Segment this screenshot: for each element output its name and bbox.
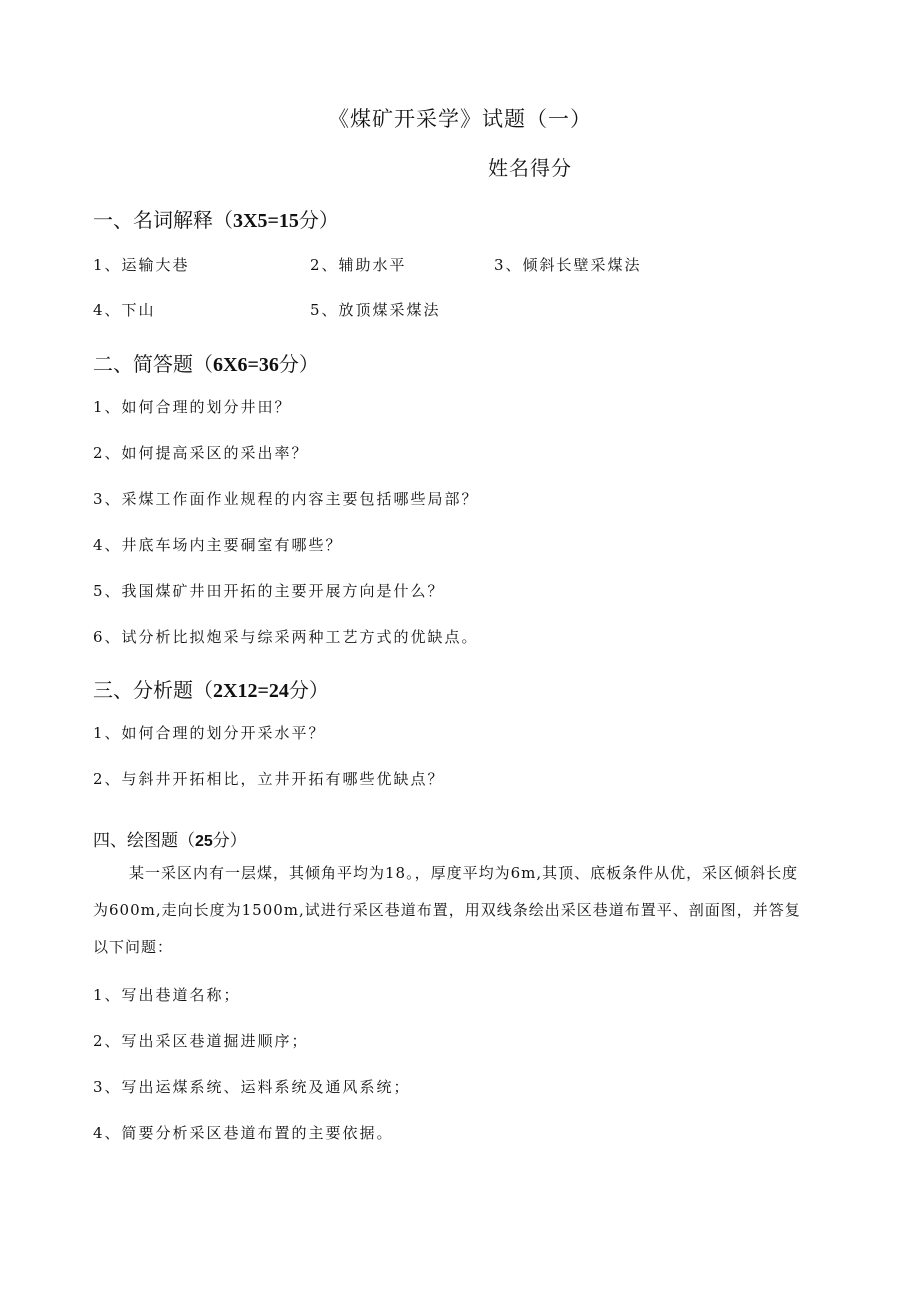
section2-heading: 二、简答题（6X6=36分） bbox=[93, 352, 319, 376]
drawing-item: 2、写出采区巷道掘进顺序； bbox=[93, 1032, 309, 1050]
term-item-2: 2、辅助水平 bbox=[310, 256, 407, 274]
drawing-item: 3、写出运煤系统、运料系统及通风系统； bbox=[93, 1078, 411, 1096]
drawing-question-text: 某一采区内有一层煤，其倾角平均为18。，厚度平均为6m,其顶、底板条件从优，采区倾斜长度为600m,走向长度为1500m,试进行采区巷道布置，用双线条绘出采区巷道布置平、剖面图，并答复以下问题： bbox=[93, 864, 801, 956]
analysis-item: 2、与斜井开拓相比，立井开拓有哪些优缺点？ bbox=[93, 770, 445, 788]
question-item: 6、试分析比拟炮采与综采两种工艺方式的优缺点。 bbox=[93, 628, 479, 646]
term-item-3: 3、倾斜长壁采煤法 bbox=[494, 256, 642, 274]
drawing-item: 1、写出巷道名称； bbox=[93, 986, 241, 1004]
analysis-item: 1、如何合理的划分开采水平？ bbox=[93, 724, 326, 742]
term-item-1: 1、运输大巷 bbox=[93, 256, 190, 274]
question-item: 2、如何提高采区的采出率？ bbox=[93, 444, 309, 462]
question-item: 5、我国煤矿井田开拓的主要开展方向是什么？ bbox=[93, 582, 445, 600]
section4-heading: 四、绘图题（25分） bbox=[93, 831, 247, 851]
drawing-item: 4、简要分析采区巷道布置的主要依据。 bbox=[93, 1124, 394, 1142]
question-item: 4、井底车场内主要硐室有哪些？ bbox=[93, 536, 343, 554]
term-item-5: 5、放顶煤采煤法 bbox=[310, 301, 441, 319]
question-item: 3、采煤工作面作业规程的内容主要包括哪些局部？ bbox=[93, 490, 479, 508]
exam-title: 《煤矿开采学》试题（一） bbox=[328, 107, 592, 131]
section3-heading: 三、分析题（2X12=24分） bbox=[93, 678, 329, 702]
name-score-line: 姓名得分 bbox=[488, 156, 572, 180]
term-item-4: 4、下山 bbox=[93, 301, 156, 319]
section1-heading: 一、名词解释（3X5=15分） bbox=[93, 208, 339, 232]
question-item: 1、如何合理的划分井田？ bbox=[93, 398, 292, 416]
